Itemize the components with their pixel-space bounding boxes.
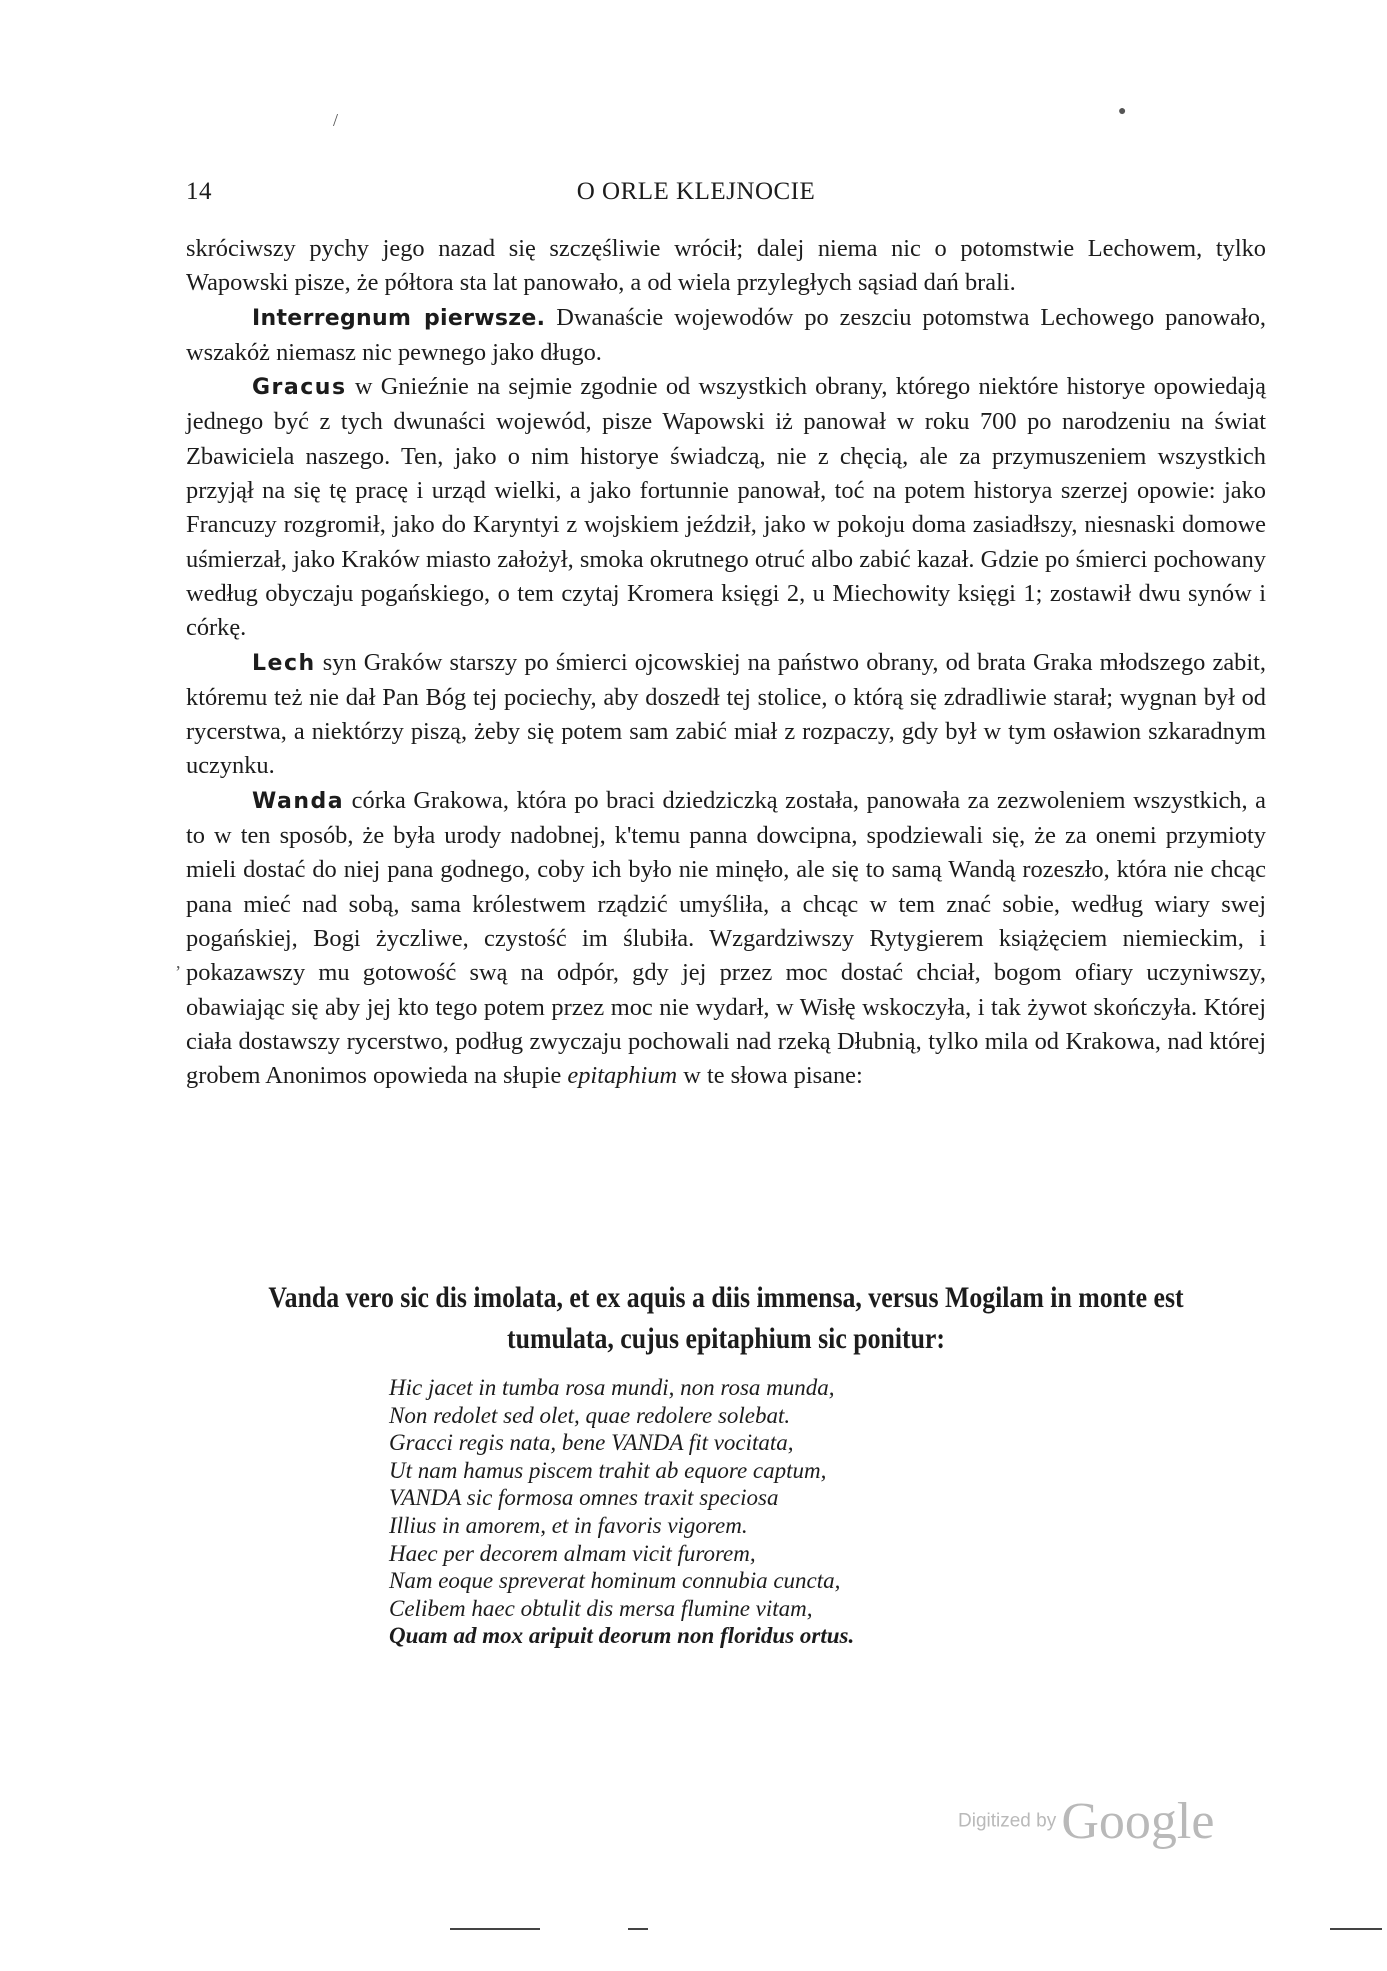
- verse-line: Illius in amorem, et in favoris vigorem.: [389, 1512, 748, 1538]
- body-text: [186, 232, 1266, 1093]
- paragraph: [186, 301, 1266, 371]
- paragraph: [186, 784, 1266, 1094]
- verse-line: VANDA sic formosa omnes traxit speciosa: [389, 1485, 779, 1511]
- paragraph: [186, 646, 1266, 784]
- verse-line: Hic jacet in tumba rosa mundi, non rosa munda,: [389, 1375, 835, 1400]
- scan-edge-line: [450, 1928, 540, 1930]
- scan-edge-line: [1330, 1928, 1382, 1930]
- paragraph-text: Dwanaście wojewodów po zeszciu potomstwa Lechowego panowało, wszakóż niemasz nic pewnego jako długo.: [186, 303, 1267, 366]
- paragraph-lead: Gracus: [252, 375, 347, 401]
- verse-line: Nam eoque spreverat hominum connubia cuncta,: [389, 1568, 841, 1594]
- paragraph-italic: epitaphium: [567, 1062, 678, 1090]
- google-logo: Google: [1061, 1793, 1215, 1850]
- paragraph-text: skróciwszy pychy jego nazad się szczęśliwie wrócił; dalej niema nic o potomstwie Lechowem, tylko Wapowski pisze, że półtora sta lat panowało, a od wiela przyległych sąsiad dań brali.: [186, 235, 1266, 297]
- verse-line: Non redolet sed olet, quae redolere solebat.: [389, 1402, 791, 1428]
- page-number: 14: [186, 178, 212, 205]
- paragraph-lead: Interregnum pierwsze.: [252, 305, 546, 331]
- epitaph-verse: [389, 1374, 1089, 1650]
- stray-mark: ,: [176, 952, 181, 972]
- paragraph: [186, 370, 1266, 645]
- paragraph-text: syn Graków starszy po śmierci ojcowskiej na państwo obrany, od brata Graka młodszego zabit, któremu też nie dał Pan Bóg tej pociechy, aby doszedł tej stolice, o którą się zdradliwie starał; wygnan był od rycerstwa, a niektórzy piszą, żeby się potem sam zabić miał z rozpaczy, gdy był w tym osławion szkaradnym uczynku.: [186, 648, 1266, 780]
- running-title: O ORLE KLEJNOCIE: [576, 178, 816, 205]
- paragraph-lead: Wanda: [252, 788, 345, 814]
- paragraph-text: w te słowa pisane:: [677, 1062, 863, 1090]
- watermark-prefix: Digitized by: [958, 1810, 1057, 1832]
- paragraph: [186, 232, 1266, 301]
- verse-line: Celibem haec obtulit dis mersa flumine vitam,: [389, 1595, 813, 1621]
- stray-mark: /: [333, 110, 339, 130]
- paragraph-text: córka Grakowa, która po braci dziedziczką została, panowała za zezwoleniem wszystkich, a to w ten sposób, że była urody nadobnej, k'temu panna dowcipna, spodziewali się, że za onemi przymioty mieli dostać do niej pana godnego, coby ich było nie minęło, ale się to samą Wandą rozeszło, która nie chcąc pana mieć nad sobą, sama królestwem rządzić umyśliła, a chcąc w tem znać sobie, według wiary swej pogańskiej, Bogi życzliwe, czystość im ślubiła. Wzgardziwszy Rytygierem książęciem niemieckim, i pokazawszy mu gotowość swą na odpór, gdy jej przez moc dostać chciał, bogom ofiary uczyniwszy, obawiając się aby jej kto tego potem przez moc nie wydarł, w Wisłę wskoczyła, i tak żywot skończyła. Której ciała dostawszy rycerstwo, podług zwyczaju pochowali nad rzeką Dłubnią, tylko mila od Krakowa, nad której grobem Anonimos opowieda na słupie: [186, 786, 1266, 1090]
- verse-line: Gracci regis nata, bene VANDA fit vocitata,: [389, 1430, 794, 1456]
- digitized-watermark: [958, 1792, 1214, 1851]
- paragraph-lead: Lech: [252, 650, 316, 676]
- latin-heading: Vanda vero sic dis imolata, et ex aquis a diis immensa, versus Mogilam in monte est tumulata, cujus epitaphium sic ponitur:: [268, 1281, 1184, 1355]
- paragraph-text: w Gnieźnie na sejmie zgodnie od wszystkich obrany, którego niektóre historye opowiedają jednego być z tych dwunaści wojewód, pisze Wapowski iż panował w roku 700 po narodzeniu na świat Zbawiciela naszego. Ten, jako o nim historye świadczą, nie z chęcią, ale za przymuszeniem wszystkich przyjął na się tę pracę i urząd wielki, a jako fortunnie panował, toć na potem historya szerzej opowie: jako Francuzy rozgromił, jako do Karyntyi z wojskiem jeździł, jako w pokoju doma zasiadłszy, niesnaski domowe uśmierzał, jako Kraków miasto założył, smoka okrutnego otruć albo zabić kazał. Gdzie po śmierci pochowany według obyczaju pogańskiego, o tem czytaj Kromera księgi 2, u Miechowity księgi 1; zostawił dwu synów i córkę.: [186, 373, 1266, 642]
- verse-line: Haec per decorem almam vicit furorem,: [389, 1540, 756, 1566]
- running-head: [186, 178, 1206, 218]
- scan-edge-line: [628, 1928, 648, 1930]
- verse-line: Ut nam hamus piscem trahit ab equore captum,: [389, 1457, 827, 1483]
- verse-line: Quam ad mox aripuit deorum non floridus ortus.: [389, 1623, 855, 1649]
- stray-mark: ●: [1118, 104, 1127, 119]
